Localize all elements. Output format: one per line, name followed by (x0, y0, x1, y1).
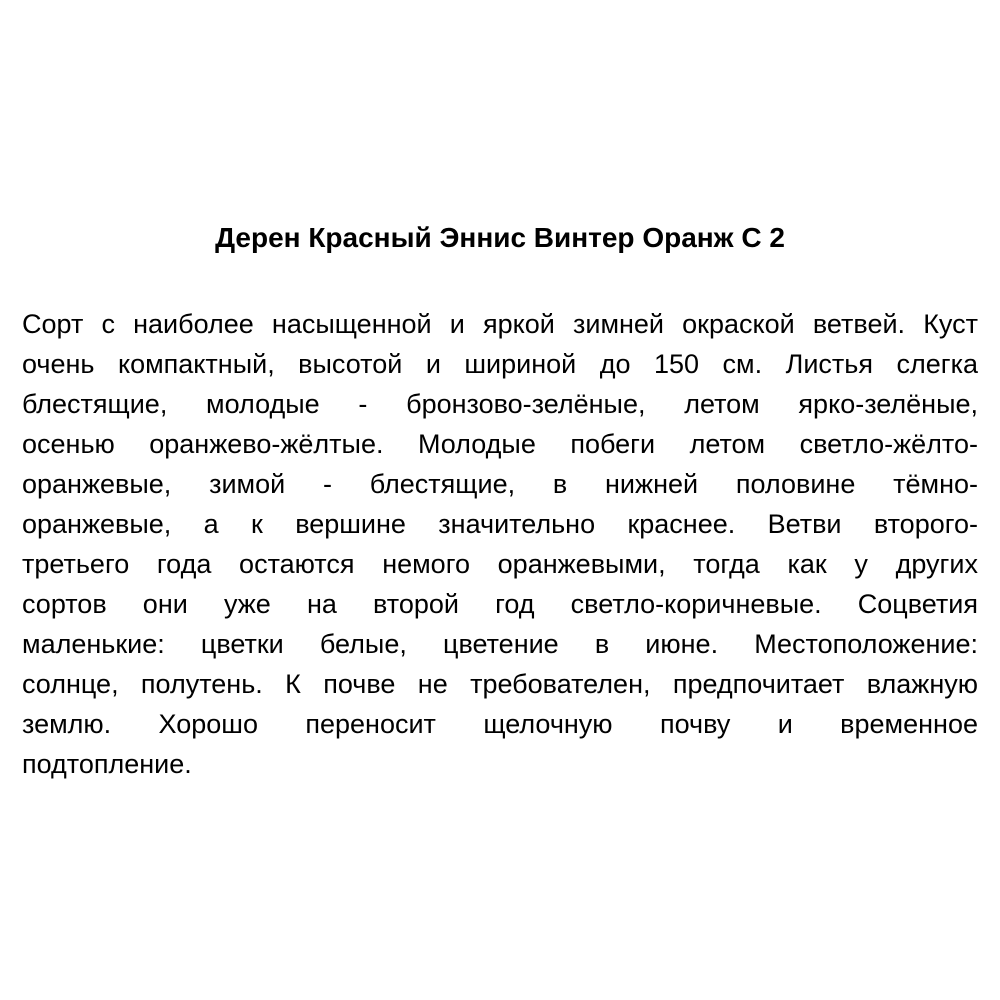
page-title: Дерен Красный Эннис Винтер Оранж С 2 (215, 222, 785, 253)
paragraph-line: маленькие: цветки белые, цветение в июне. Местоположение: (22, 629, 978, 659)
paragraph-line: очень компактный, высотой и шириной до 150 см. Листья слегка (22, 349, 978, 379)
paragraph-line: солнце, полутень. К почве не требователен, предпочитает влажную (22, 669, 978, 699)
paragraph-line: блестящие, молодые - бронзово-зелёные, летом ярко-зелёные, (22, 389, 978, 419)
paragraph-line: землю. Хорошо переносит щелочную почву и временное (22, 709, 978, 739)
paragraph-line: Сорт с наиболее насыщенной и яркой зимней окраской ветвей. Куст (22, 309, 978, 339)
paragraph-line: оранжевые, а к вершине значительно краснее. Ветви второго- (22, 509, 978, 539)
paragraph-line: подтопление. (22, 749, 192, 779)
paragraph-line: третьего года остаются немого оранжевыми, тогда как у других (22, 549, 978, 579)
description-paragraph (0, 304, 1000, 784)
paragraph-line: оранжевые, зимой - блестящие, в нижней половине тёмно- (22, 469, 978, 499)
paragraph-line: осенью оранжево-жёлтые. Молодые побеги летом светло-жёлто- (22, 429, 978, 459)
paragraph-line: сортов они уже на второй год светло-коричневые. Соцветия (22, 589, 978, 619)
